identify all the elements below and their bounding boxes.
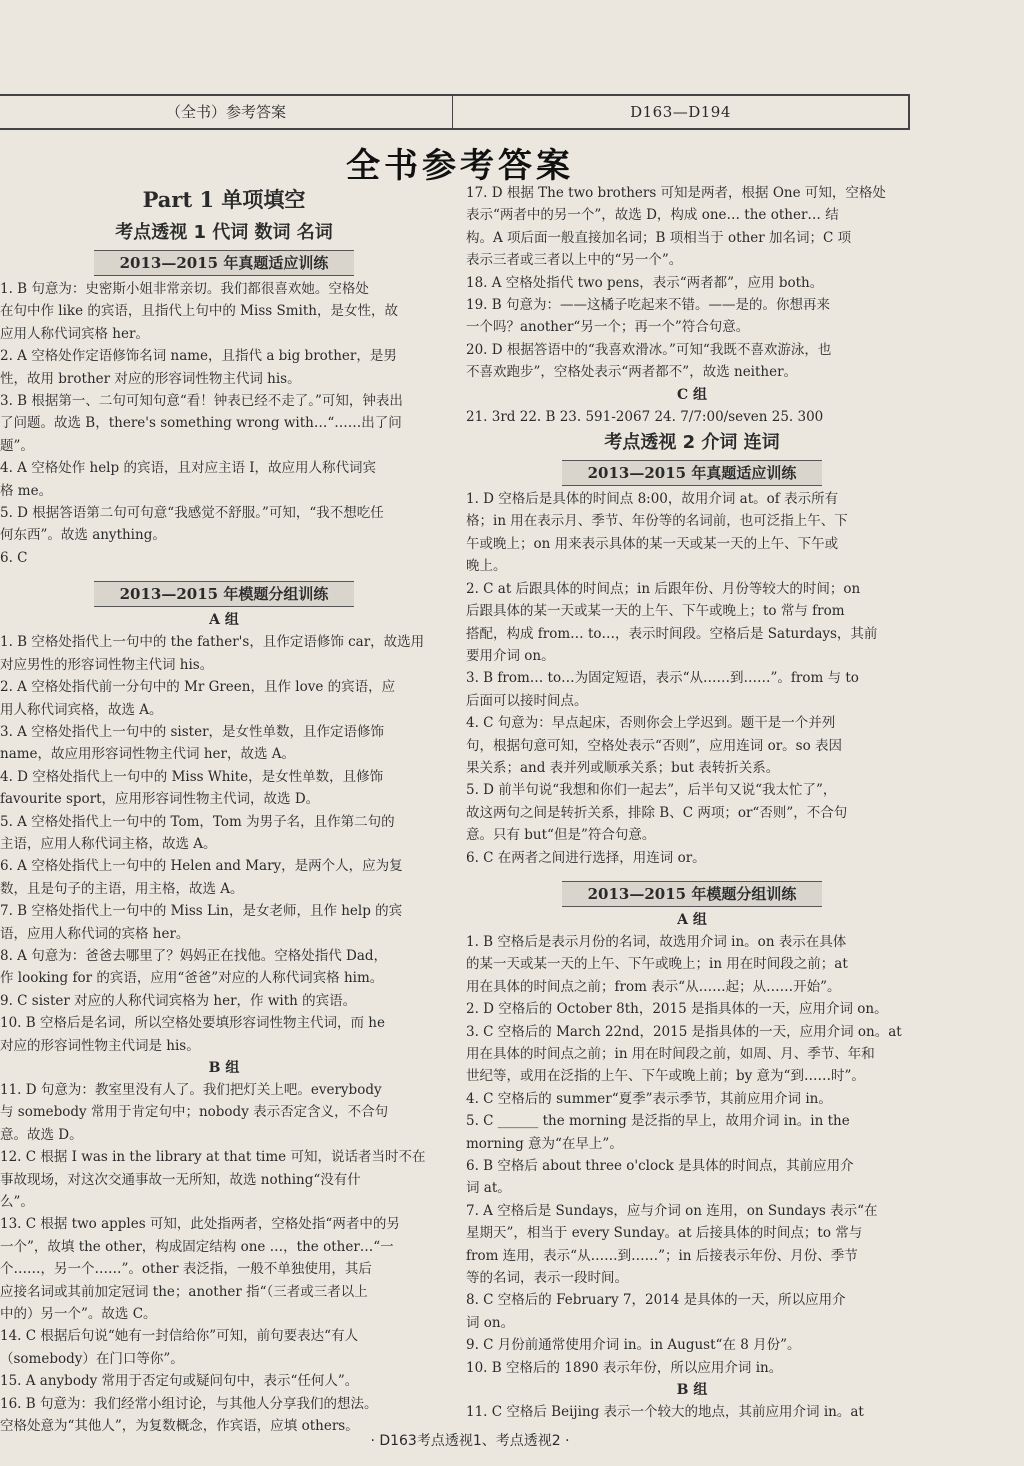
answer-line: 对应的形容词性物主代词是 his。: [0, 1037, 200, 1054]
answer-line: 句，根据句意可知，空格处表示“否则”，应用连词 or。so 表因: [466, 737, 843, 754]
answer-line: 格 me。: [0, 482, 53, 499]
answer-line: 2. A 空格处指代前一分句中的 Mr Green，且作 love 的宾语，应: [0, 679, 396, 696]
answer-list-group-b-cont: [466, 182, 918, 384]
answer-line: 应用人称代词宾格 her。: [0, 325, 149, 342]
answer-line: 6. C: [0, 549, 28, 566]
answer-line: 么”。: [0, 1194, 34, 1211]
answer-line: 一个吗？another“另一个；再一个”符合句意。: [466, 319, 750, 336]
answer-line: 3. B 根据第一、二句可知句意“看！钟表已经不走了。”可知，钟表出: [0, 393, 403, 410]
answer-line: 故这两句之间是转折关系，排除 B、C 两项；or“否则”，不合句: [466, 804, 848, 821]
answer-line: 10. B 空格后是名词，所以空格处要填形容词性物主代词，而 he: [0, 1015, 385, 1032]
band-mock-1: 2013—2015 年模题分组训练: [94, 581, 354, 607]
answer-line: 题”。: [0, 437, 34, 454]
answer-line: 1. B 空格后是表示月份的名词，故选用介词 in。on 表示在具体: [466, 933, 847, 950]
answer-line: 8. A 句意为：爸爸去哪里了？妈妈正在找他。空格处指代 Dad，: [0, 947, 388, 964]
answer-line: 等的名词，表示一段时间。: [466, 1270, 628, 1287]
answer-line: 意。只有 but“但是”符合句意。: [466, 827, 656, 844]
answer-line: 6. A 空格处指代上一句中的 Helen and Mary，是两个人，应为复: [0, 858, 403, 875]
answer-line: 作 looking for 的宾语，应用“爸爸”对应的人称代词宾格 him。: [0, 970, 384, 987]
answer-line: 主语，应用人称代词主格，故选 A。: [0, 835, 217, 852]
group-c-answers: 21. 3rd 22. B 23. 591-2067 24. 7/7:00/seven 25. 300: [466, 408, 824, 425]
answer-line: 星期天”，相当于 every Sunday。at 后接具体的时间点；to 常与: [466, 1225, 863, 1242]
answer-line: 用人称代词宾格，故选 A。: [0, 701, 163, 718]
header-page-range: D163—D194: [630, 103, 731, 121]
page-title: 全书参考答案: [346, 146, 574, 186]
answer-line: 1. D 空格后是具体的时间点 8:00，故用介词 at。of 表示所有: [466, 491, 839, 508]
answer-line: 词 on。: [466, 1314, 515, 1331]
answer-line: 用在具体的时间点之前；in 用在时间段之前，如周、月、季节、年和: [466, 1046, 875, 1062]
answer-line: 用在具体的时间点之前；from 表示“从……起；从……开始”。: [466, 978, 841, 995]
answer-line: 11. C 空格后 Beijing 表示一个较大的地点，其前应用介词 in。at: [466, 1404, 864, 1421]
answer-line: 18. A 空格处指代 two pens，表示“两者都”，应用 both。: [466, 274, 824, 291]
header-bar: [0, 94, 910, 130]
answer-line: （somebody）在门口等你”。: [0, 1350, 184, 1367]
group-a2-label: A 组: [677, 911, 707, 928]
answer-line: 17. D 根据 The two brothers 可知是两者，根据 One 可知，空格处: [466, 185, 886, 201]
band-real-exam-2: 2013—2015 年真题适应训练: [562, 460, 822, 486]
answer-line: 对应男性的形容词性物主代词 his。: [0, 656, 214, 673]
answer-line: 4. C 空格后的 summer“夏季”表示季节，其前应用介词 in。: [466, 1090, 832, 1107]
answer-line: 5. D 前半句说“我想和你们一起去”，后半句又说“我太忙了”，: [466, 782, 837, 799]
answer-line: 在句中作 like 的宾语，且指代上句中的 Miss Smith，是女性，故: [0, 303, 398, 320]
answer-line: 了问题。故选 B，there's something wrong with…“……出了问: [0, 415, 402, 432]
section-title-1: 考点透视 1 代词 数词 名词: [115, 222, 333, 243]
group-a-label: A 组: [209, 612, 239, 629]
answer-line: 意。故选 D。: [0, 1126, 83, 1143]
answer-line: 9. C sister 对应的人称代词宾格为 her，作 with 的宾语。: [0, 992, 357, 1009]
answer-list-group-a: [0, 631, 448, 1057]
left-column: [0, 182, 448, 1438]
answer-line: 晚上。: [466, 558, 507, 575]
answer-line: 9. C 月份前通常使用介词 in。in August“在 8 月份”。: [466, 1337, 801, 1354]
band-real-exam-1: 2013—2015 年真题适应训练: [94, 250, 354, 276]
answer-line: 8. C 空格后的 February 7，2014 是具体的一天，所以应用介: [466, 1292, 846, 1309]
answer-line: 语，应用人称代词的宾格 her。: [0, 925, 190, 942]
answer-line: 果关系；and 表并列或顺承关系；but 表转折关系。: [466, 759, 780, 776]
answer-line: 一个”，故填 the other，构成固定结构 one …，the other…“一: [0, 1238, 394, 1255]
answer-line: 14. C 根据后句说“她有一封信给你”可知，前句要表达“有人: [0, 1328, 359, 1345]
answer-line: favourite sport，应用形容词性物主代词，故选 D。: [0, 791, 320, 808]
answer-line: 后跟具体的某一天或某一天的上午、下午或晚上；to 常与 from: [466, 603, 845, 620]
answer-line: 后面可以接时间点。: [466, 692, 588, 709]
answer-line: 3. C 空格后的 March 22nd，2015 是指具体的一天，应用介词 on。at: [466, 1023, 902, 1040]
answer-line: 7. B 空格处指代上一句中的 Miss Lin，是女老师，且作 help 的宾: [0, 903, 403, 920]
answer-line: from 连用，表示“从……到……”；in 后接表示年份、月份、季节: [466, 1247, 858, 1264]
answer-line: 数，且是句子的主语，用主格，故选 A。: [0, 880, 244, 897]
answer-line: 11. D 句意为：教室里没有人了。我们把灯关上吧。everybody: [0, 1082, 382, 1098]
answer-line: 1. B 句意为：史密斯小姐非常亲切。我们都很喜欢她。空格处: [0, 281, 369, 297]
band-mock-2: 2013—2015 年模题分组训练: [562, 881, 822, 907]
answer-line: 3. B from… to…为固定短语，表示“从……到……”。from 与 to: [466, 670, 859, 687]
answer-line: 词 at。: [466, 1180, 511, 1197]
answer-line: 5. D 根据答语第二句可句意“我感觉不舒服。”可知，“我不想吃任: [0, 505, 384, 522]
answer-line: 格；in 用在表示月、季节、年份等的名词前，也可泛指上午、下: [466, 513, 848, 530]
answer-line: 5. C ______ the morning 是泛指的早上，故用介词 in。in the: [466, 1113, 850, 1130]
answer-line: 与 somebody 常用于肯定句中；nobody 表示否定含义，不合句: [0, 1104, 389, 1121]
group-b2-label: B 组: [676, 1382, 708, 1399]
answer-line: 7. A 空格后是 Sundays，应与介词 on 连用，on Sundays 表示“在: [466, 1202, 878, 1219]
page-footer: · D163考点透视1、考点透视2 ·: [370, 1433, 570, 1449]
answer-line: 要用介词 on。: [466, 647, 555, 664]
answer-line: 13. C 根据 two apples 可知，此处指两者，空格处指“两者中的另: [0, 1216, 400, 1233]
answer-line: 4. A 空格处作 help 的宾语，且对应主语 I，故应用人称代词宾: [0, 460, 377, 477]
answer-line: morning 意为“在早上”。: [466, 1135, 623, 1152]
answer-line: 12. C 根据 I was in the library at that time 可知，说话者当时不在: [0, 1149, 426, 1166]
group-c-label: C 组: [676, 386, 708, 403]
answer-line: 15. A anybody 常用于否定句或疑问句中，表示“任何人”。: [0, 1373, 359, 1390]
answer-line: 不喜欢跑步”，空格处表示“两者都不”，故选 neither。: [466, 364, 798, 381]
header-left: （全书）参考答案: [0, 96, 453, 128]
answer-line: 2. C at 后跟具体的时间点；in 后跟年份、月份等较大的时间；on: [466, 580, 861, 597]
answer-line: 表示“两者中的另一个”，故选 D，构成 one… the other… 结: [466, 207, 839, 224]
answer-line: 事故现场，对这次交通事故一无所知，故选 nothing“没有什: [0, 1171, 361, 1188]
answer-list-group-b2: [466, 1401, 918, 1423]
answer-line: 4. D 空格处指代上一句中的 Miss White，是女性单数，且修饰: [0, 768, 384, 785]
answer-line: 空格处意为“其他人”，为复数概念，作宾语，应填 others。: [0, 1418, 359, 1435]
answer-line: 何东西”。故选 anything。: [0, 527, 166, 544]
answer-line: 6. B 空格后 about three o'clock 是具体的时间点，其前应用介: [466, 1158, 854, 1175]
answer-line: 6. C 在两者之间进行选择，用连词 or。: [466, 849, 706, 866]
answer-line: 1. B 空格处指代上一句中的 the father's，且作定语修饰 car，故选用: [0, 634, 425, 651]
answer-line: 10. B 空格后的 1890 表示年份，所以应用介词 in。: [466, 1359, 783, 1376]
answer-list-real-1: [0, 278, 448, 569]
answer-line: 16. B 句意为：我们经常小组讨论，与其他人分享我们的想法。: [0, 1395, 378, 1412]
answer-list-group-b: [0, 1079, 448, 1438]
answer-line: 的某一天或某一天的上午、下午或晚上；in 用在时间段之前；at: [466, 956, 848, 973]
answer-line: 搭配，构成 from… to…，表示时间段。空格后是 Saturdays，其前: [466, 625, 878, 642]
answer-list-real-2: [466, 488, 918, 869]
answer-line: 表示三者或三者以上中的“另一个”。: [466, 252, 683, 269]
answer-line: 5. A 空格处指代上一句中的 Tom，Tom 为男子名，且作第二句的: [0, 813, 395, 830]
answer-line: 应接名词或其前加定冠词 the；another 指“（三者或三者以上: [0, 1283, 368, 1300]
answer-list-group-a2: [466, 931, 918, 1379]
answer-line: 4. C 句意为：早点起床，否则你会上学迟到。题干是一个并列: [466, 715, 836, 732]
answer-line: 世纪等，或用在泛指的上午、下午或晚上前；by 意为“到……时”。: [466, 1068, 865, 1085]
answer-line: 3. A 空格处指代上一句中的 sister，是女性单数，且作定语修饰: [0, 723, 385, 740]
part-title: Part 1 单项填空: [142, 187, 306, 212]
answer-line: 性，故用 brother 对应的形容词性物主代词 his。: [0, 370, 301, 387]
answer-line: 中的）另一个”。故选 C。: [0, 1306, 157, 1323]
answer-line: 2. D 空格后的 October 8th，2015 是指具体的一天，应用介词 on。: [466, 1001, 888, 1018]
answer-line: 午或晚上；on 用来表示具体的某一天或某一天的上午、下午或: [466, 535, 839, 552]
answer-line: 20. D 根据答语中的“我喜欢滑冰。”可知“我既不喜欢游泳，也: [466, 341, 832, 358]
answer-line: 2. A 空格处作定语修饰名词 name，且指代 a big brother，是男: [0, 348, 397, 365]
answer-line: 19. B 句意为：——这橘子吃起来不错。——是的。你想再来: [466, 297, 830, 314]
answer-line: 个……，另一个……”。other 表泛指，一般不单独使用，其后: [0, 1261, 372, 1278]
answer-line: 构。A 项后面一般直接加名词；B 项相当于 other 加名词；C 项: [466, 229, 852, 246]
group-b-label: B 组: [208, 1060, 240, 1076]
right-column: [466, 182, 918, 1424]
answer-line: name，故应用形容词性物主代词 her，故选 A。: [0, 746, 296, 763]
section-title-2: 考点透视 2 介词 连词: [604, 432, 780, 454]
